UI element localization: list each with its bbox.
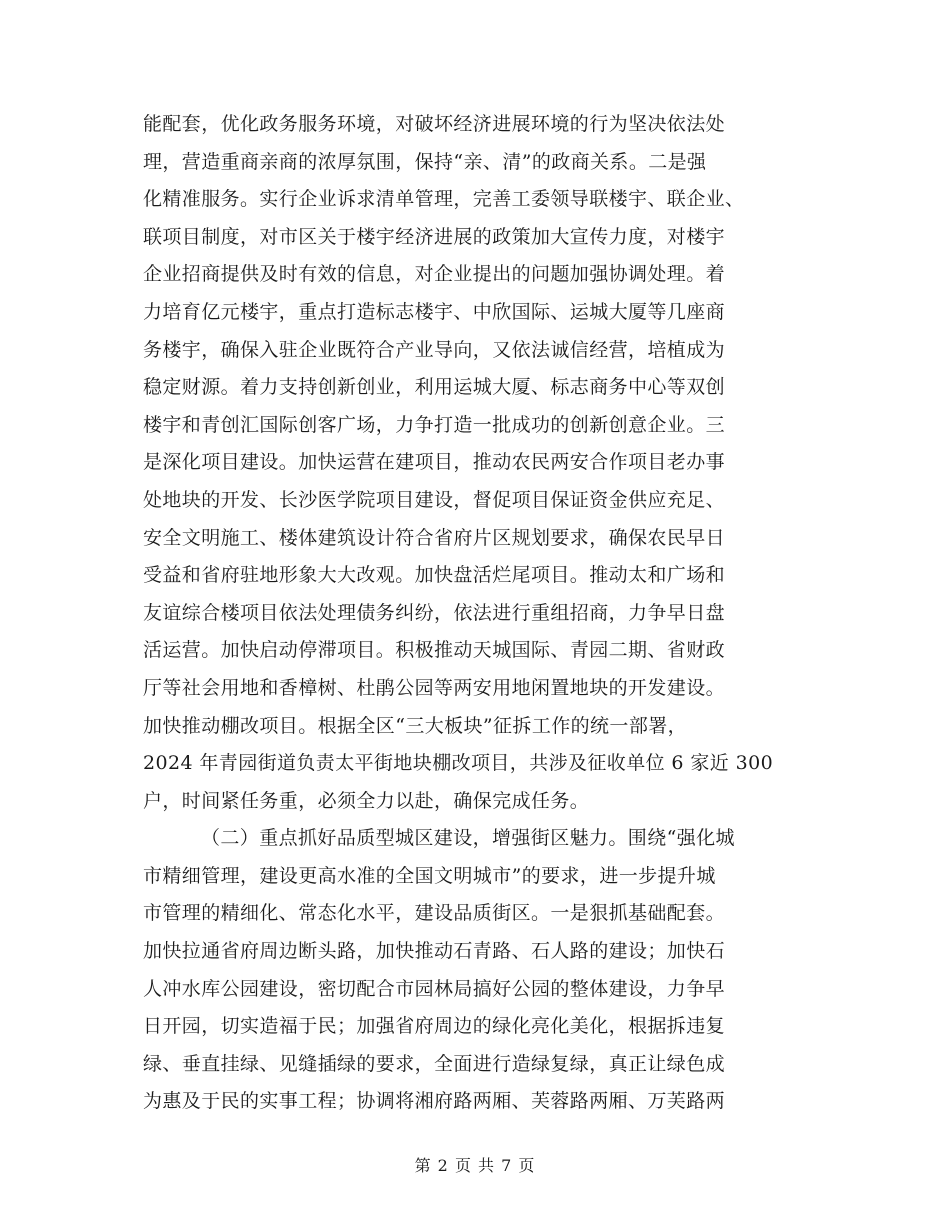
text-line: 务楼宇，确保入驻企业既符合产业导向，又依法诚信经营，培植成为 [143,338,726,361]
text-line: 化精准服务。实行企业诉求清单管理，完善工委领导联楼宇、联企业、 [143,188,745,211]
text-line: 能配套，优化政务服务环境，对破坏经济进展环境的行为坚决依法处 [143,113,726,135]
text-line: 力培育亿元楼宇，重点打造标志楼宇、中欣国际、运城大厦等几座商 [143,300,726,323]
text-line: 稳定财源。着力支持创新创业，利用运城大厦、标志商务中心等双创 [143,376,726,399]
text-line: 户，时间紧任务重，必须全力以赴，确保完成任务。 [143,789,590,812]
text-line: 加快推动棚改项目。根据全区“三大板块”征拆工作的统一部署， [143,714,688,737]
text-line: 活运营。加快启动停滞项目。积极推动天城国际、青园二期、省财政 [143,639,726,662]
text-line: 为惠及于民的实事工程；协调将湘府路两厢、芙蓉路两厢、万芙路两 [143,1090,726,1113]
text-line: 人冲水库公园建设，密切配合市园林局搞好公园的整体建设，力争早 [143,977,726,1000]
text-line: 是深化项目建设。加快运营在建项目，推动农民两安合作项目老办事 [143,451,726,474]
text-line: 企业招商提供及时有效的信息，对企业提出的问题加强协调处理。着 [143,263,726,286]
text-line: 受益和省府驻地形象大大改观。加快盘活烂尾项目。推动太和广场和 [143,564,726,587]
text-line: 加快拉通省府周边断头路，加快推动石青路、石人路的建设；加快石 [143,940,726,963]
page-footer: 第 2 页 共 7 页 [414,1156,536,1175]
text-line: 日开园，切实造福于民；加强省府周边的绿化亮化美化，根据拆违复 [143,1015,726,1038]
text-line: （二）重点抓好品质型城区建设，增强街区魅力。围绕“强化城 [201,827,735,850]
text-line: 友谊综合楼项目依法处理债务纠纷，依法进行重组招商，力争早日盘 [143,601,726,624]
text-line: 厅等社会用地和香樟树、杜鹃公园等两安用地闲置地块的开发建设。 [143,676,726,699]
text-line: 2024 年青园街道负责太平街地块棚改项目，共涉及征收单位 6 家近 300 [143,752,774,775]
text-line: 市精细管理，建设更高水准的全国文明城市”的要求，进一步提升城 [143,864,716,887]
text-line: 安全文明施工、楼体建筑设计符合省府片区规划要求，确保农民早日 [143,526,726,549]
text-line: 处地块的开发、长沙医学院项目建设，督促项目保证资金供应充足、 [143,488,726,511]
text-line: 楼宇和青创汇国际创客广场，力争打造一批成功的创新创意企业。三 [143,413,726,436]
text-line: 绿、垂直挂绿、见缝插绿的要求，全面进行造绿复绿，真正让绿色成 [143,1052,726,1075]
text-line: 联项目制度，对市区关于楼宇经济进展的政策加大宣传力度，对楼宇 [143,225,726,248]
document-body [143,106,823,1121]
text-line: 市管理的精细化、常态化水平，建设品质街区。一是狠抓基础配套。 [143,902,726,925]
text-line: 理，营造重商亲商的浓厚氛围，保持“亲、清”的政商关系。二是强 [143,150,707,173]
